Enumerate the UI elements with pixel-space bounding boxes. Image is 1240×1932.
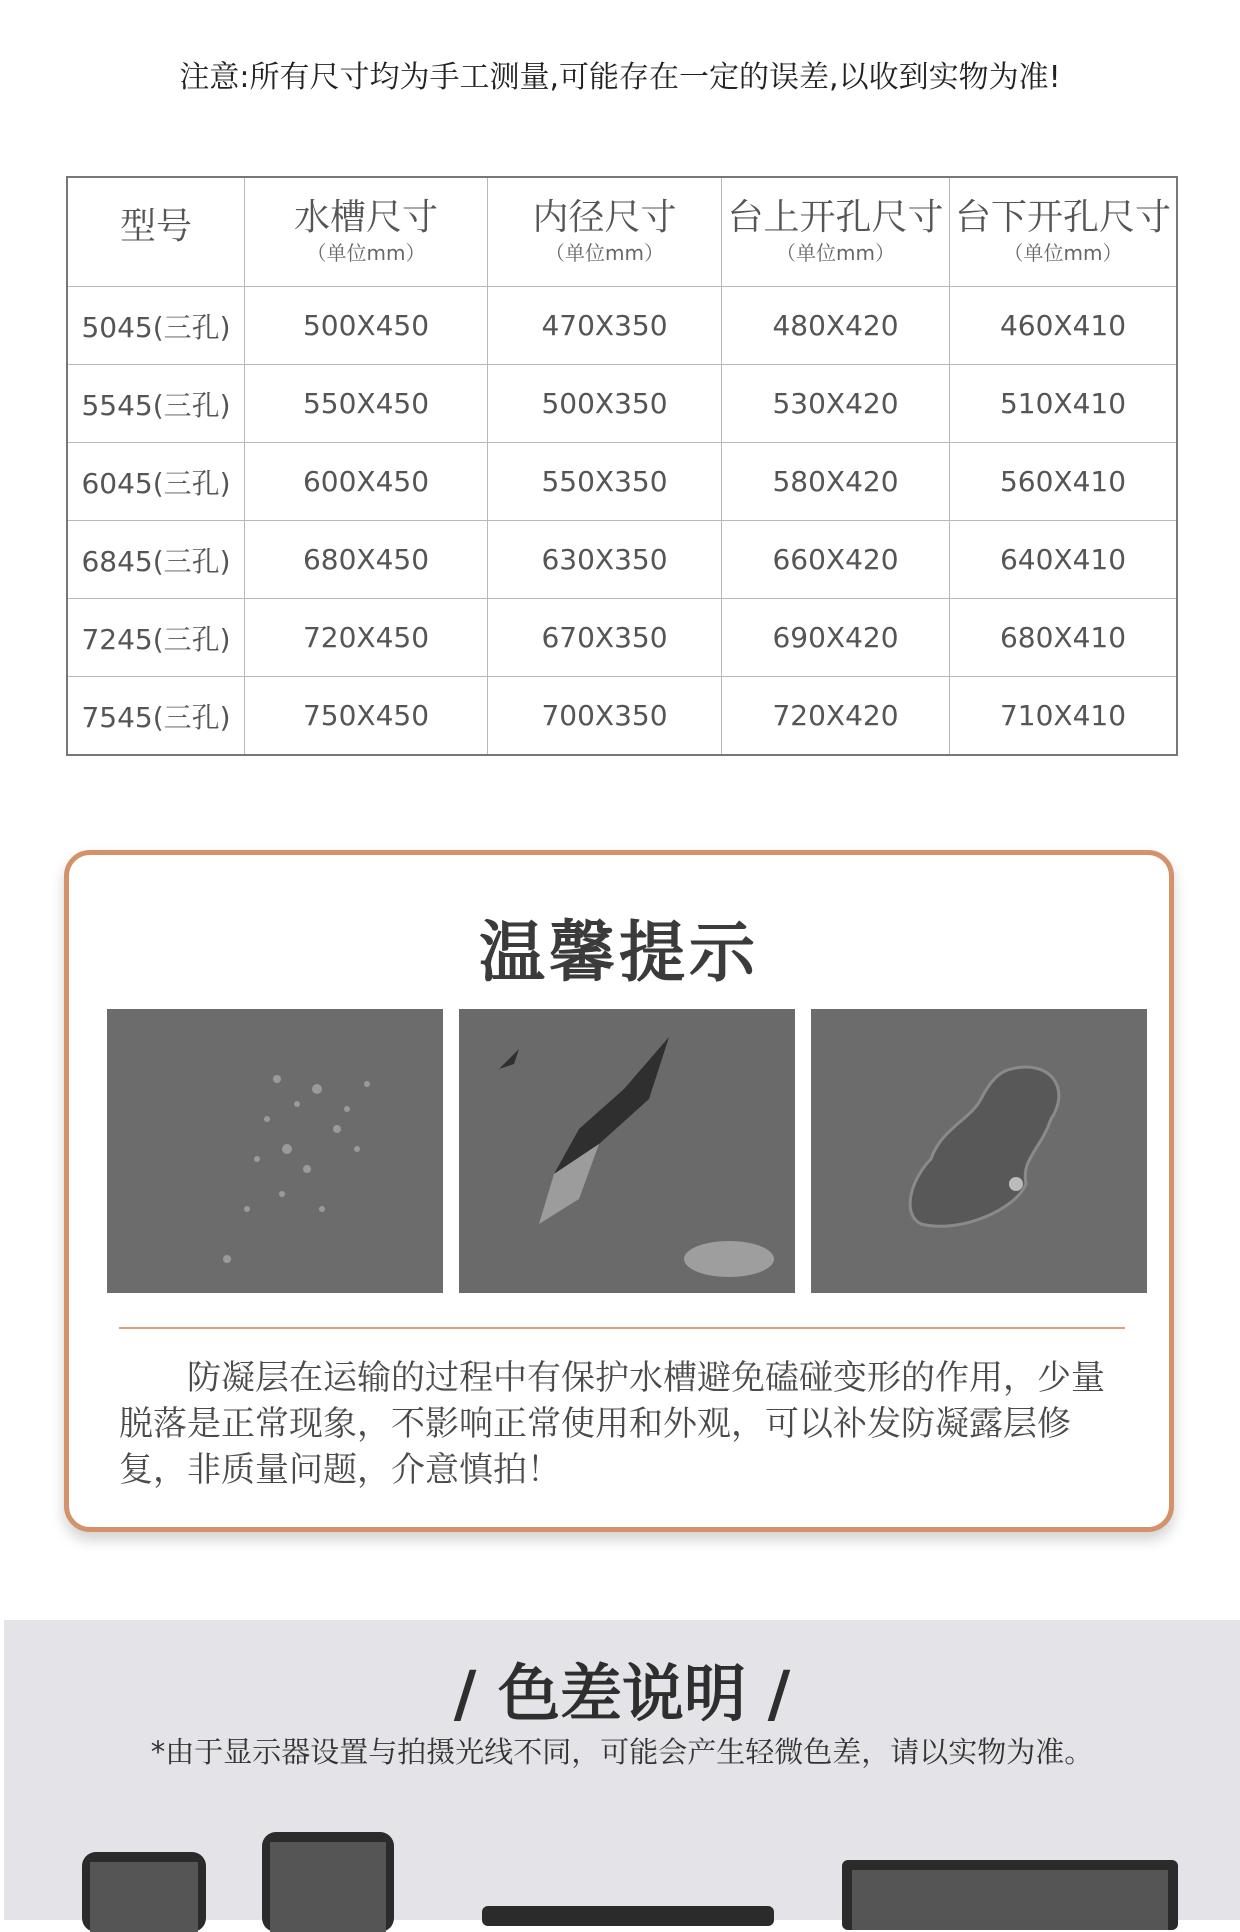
inner-size-cell: 670X350 <box>488 599 722 677</box>
header-inner-size-unit: （单位mm） <box>545 241 664 265</box>
model-cell: 5045(三孔) <box>67 287 245 365</box>
inner-size-cell: 550X350 <box>488 443 722 521</box>
table-header-row <box>67 177 1177 287</box>
topmount-cutout-cell: 660X420 <box>722 521 950 599</box>
model-cell: 5545(三孔) <box>67 365 245 443</box>
topmount-cutout-cell: 720X420 <box>722 677 950 756</box>
undermount-cutout-cell: 510X410 <box>950 365 1178 443</box>
topmount-cutout-cell: 690X420 <box>722 599 950 677</box>
undermount-cutout-cell: 710X410 <box>950 677 1178 756</box>
warm-tips-card <box>64 850 1174 1532</box>
topmount-cutout-cell: 530X420 <box>722 365 950 443</box>
sink-size-cell: 550X450 <box>245 365 488 443</box>
inner-size-cell: 470X350 <box>488 287 722 365</box>
warm-tips-title: 温馨提示 <box>479 914 759 991</box>
laptop-device-image <box>482 1906 774 1926</box>
header-model-label: 型号 <box>119 206 192 247</box>
coating-photo-peeling <box>459 1009 795 1293</box>
sink-size-cell: 500X450 <box>245 287 488 365</box>
header-undermount-cutout-unit: （单位mm） <box>1003 241 1123 265</box>
undermount-cutout-cell: 640X410 <box>950 521 1178 599</box>
topmount-cutout-cell: 480X420 <box>722 287 950 365</box>
model-cell: 7245(三孔) <box>67 599 245 677</box>
tablet-device-image <box>262 1832 394 1932</box>
phone-device-image <box>82 1852 206 1932</box>
inner-size-cell: 630X350 <box>488 521 722 599</box>
color-diff-note: *由于显示器设置与拍摄光线不同，可能会产生轻微色差，请以实物为准。 <box>150 1735 1094 1769</box>
table-row <box>67 677 1177 756</box>
header-undermount-cutout-label: 台下开孔尺寸 <box>954 197 1171 238</box>
sink-size-cell: 720X450 <box>245 599 488 677</box>
tips-body-text: 防凝层在运输的过程中有保护水槽避免磕碰变形的作用，少量脱落是正常现象，不影响正常使用和外观，可以补发防凝露层修复，非质量问题，介意慎拍！ <box>119 1358 1105 1490</box>
header-sink-size-unit: （单位mm） <box>306 241 426 265</box>
color-diff-title: / 色差说明 / <box>453 1657 791 1730</box>
header-sink-size <box>245 177 488 287</box>
header-undermount-cutout <box>950 177 1178 287</box>
table-row <box>67 365 1177 443</box>
size-spec-table <box>66 176 1178 756</box>
header-topmount-cutout <box>722 177 950 287</box>
model-cell: 7545(三孔) <box>67 677 245 756</box>
header-topmount-cutout-unit: （单位mm） <box>776 241 895 265</box>
sink-size-cell: 600X450 <box>245 443 488 521</box>
model-cell: 6845(三孔) <box>67 521 245 599</box>
coating-photo-speckled <box>107 1009 443 1293</box>
color-difference-section <box>4 1620 1240 1920</box>
sink-size-cell: 680X450 <box>245 521 488 599</box>
undermount-cutout-cell: 460X410 <box>950 287 1178 365</box>
header-topmount-cutout-label: 台上开孔尺寸 <box>727 197 944 238</box>
undermount-cutout-cell: 560X410 <box>950 443 1178 521</box>
header-inner-size <box>488 177 722 287</box>
inner-size-cell: 500X350 <box>488 365 722 443</box>
measurement-notice: 注意:所有尺寸均为手工测量,可能存在一定的误差,以收到实物为准! <box>179 60 1061 95</box>
table-row <box>67 521 1177 599</box>
table-row <box>67 287 1177 365</box>
table-row <box>67 599 1177 677</box>
header-inner-size-label: 内径尺寸 <box>532 197 677 238</box>
inner-size-cell: 700X350 <box>488 677 722 756</box>
topmount-cutout-cell: 580X420 <box>722 443 950 521</box>
coating-photo-patch <box>811 1009 1147 1293</box>
header-model <box>67 177 245 287</box>
tips-divider <box>119 1327 1125 1329</box>
header-sink-size-label: 水槽尺寸 <box>293 197 438 238</box>
table-row <box>67 443 1177 521</box>
sink-size-cell: 750X450 <box>245 677 488 756</box>
model-cell: 6045(三孔) <box>67 443 245 521</box>
undermount-cutout-cell: 680X410 <box>950 599 1178 677</box>
